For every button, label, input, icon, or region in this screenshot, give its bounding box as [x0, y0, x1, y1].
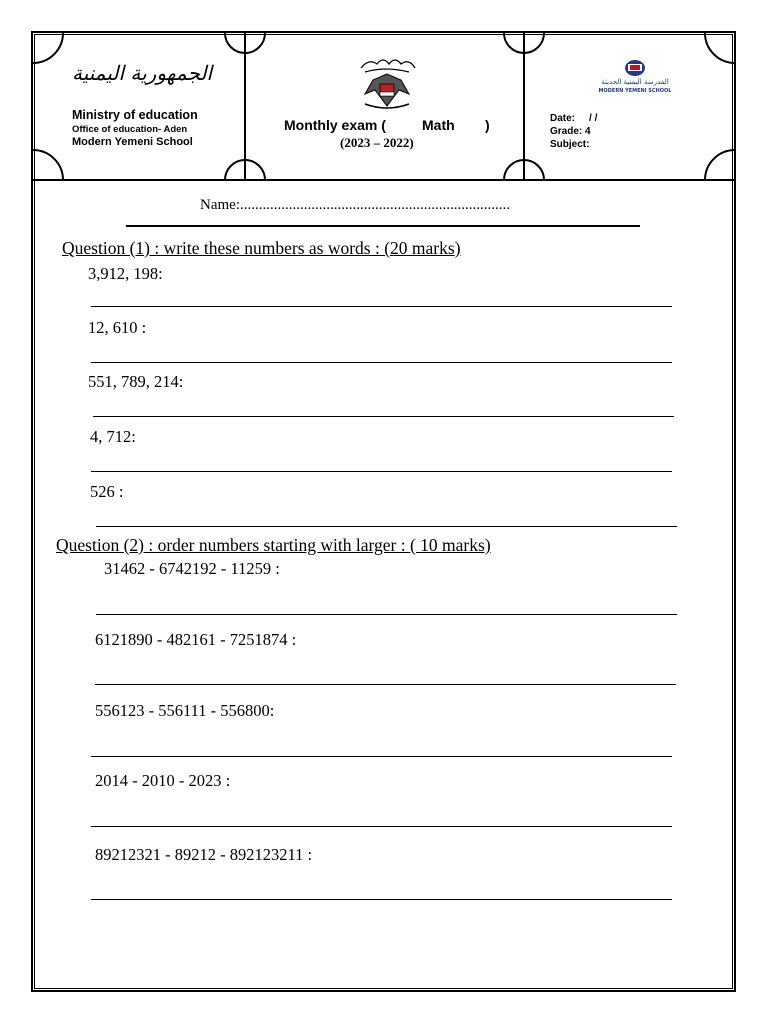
- grade-label: Grade: 4: [550, 126, 591, 137]
- exam-suffix: ): [485, 117, 490, 133]
- ministry-name: Ministry of education: [72, 108, 198, 122]
- q2-answer-line[interactable]: [96, 614, 677, 615]
- date-label: Date:: [550, 113, 576, 124]
- q2-answer-line[interactable]: [91, 756, 672, 757]
- q2-answer-line[interactable]: [95, 684, 676, 685]
- q2-item: 89212321 - 89212 - 892123211 :: [95, 845, 313, 864]
- question-1-title: Question (1) : write these numbers as words : (20 marks): [62, 238, 461, 258]
- svg-text:MODERN YEMENI SCHOOL: MODERN YEMENI SCHOOL: [598, 88, 672, 94]
- q1-answer-line[interactable]: [91, 471, 672, 472]
- q1-item: 551, 789, 214:: [88, 372, 184, 391]
- q2-item: 31462 - 6742192 - 11259 :: [104, 559, 280, 578]
- yemen-emblem-icon: [351, 54, 423, 112]
- exam-year: (2023 – 2022): [340, 135, 414, 150]
- q2-item: 2014 - 2010 - 2023 :: [95, 771, 231, 790]
- q2-item: 556123 - 556111 - 556800:: [95, 701, 275, 720]
- q1-item: 526 :: [90, 482, 124, 501]
- ministry-block: [72, 108, 232, 148]
- question-2-title: Question (2) : order numbers starting with larger : ( 10 marks): [56, 535, 491, 555]
- q1-item: 12, 610 :: [88, 318, 147, 337]
- exam-subject: Math: [422, 117, 455, 133]
- school-logo-icon: [590, 58, 680, 98]
- arabic-calligraphy-title: [70, 56, 215, 88]
- q1-item: 4, 712:: [90, 427, 136, 446]
- exam-prefix: Monthly exam (: [284, 117, 386, 133]
- q1-item: 3,912, 198:: [88, 264, 163, 283]
- q2-answer-line[interactable]: [91, 826, 672, 827]
- name-divider: [126, 225, 640, 227]
- subject-label: Subject:: [550, 139, 590, 150]
- svg-text:الجمهورية اليمنية: الجمهورية اليمنية: [71, 61, 213, 85]
- q1-answer-line[interactable]: [91, 306, 672, 307]
- q1-answer-line[interactable]: [96, 526, 677, 527]
- date-value: / /: [589, 113, 598, 124]
- svg-text:المدرسة اليمنية الحديثة: المدرسة اليمنية الحديثة: [601, 78, 669, 86]
- student-name-field[interactable]: Name:........................................................................: [200, 197, 510, 213]
- office-name: Office of education- Aden: [72, 124, 188, 135]
- school-name: Modern Yemeni School: [72, 136, 193, 148]
- q1-answer-line[interactable]: [93, 416, 674, 417]
- exam-meta: [550, 112, 597, 151]
- q2-answer-line[interactable]: [91, 899, 672, 900]
- q2-item: 6121890 - 482161 - 7251874 :: [95, 630, 297, 649]
- q1-answer-line[interactable]: [91, 362, 672, 363]
- date-row: [550, 112, 597, 125]
